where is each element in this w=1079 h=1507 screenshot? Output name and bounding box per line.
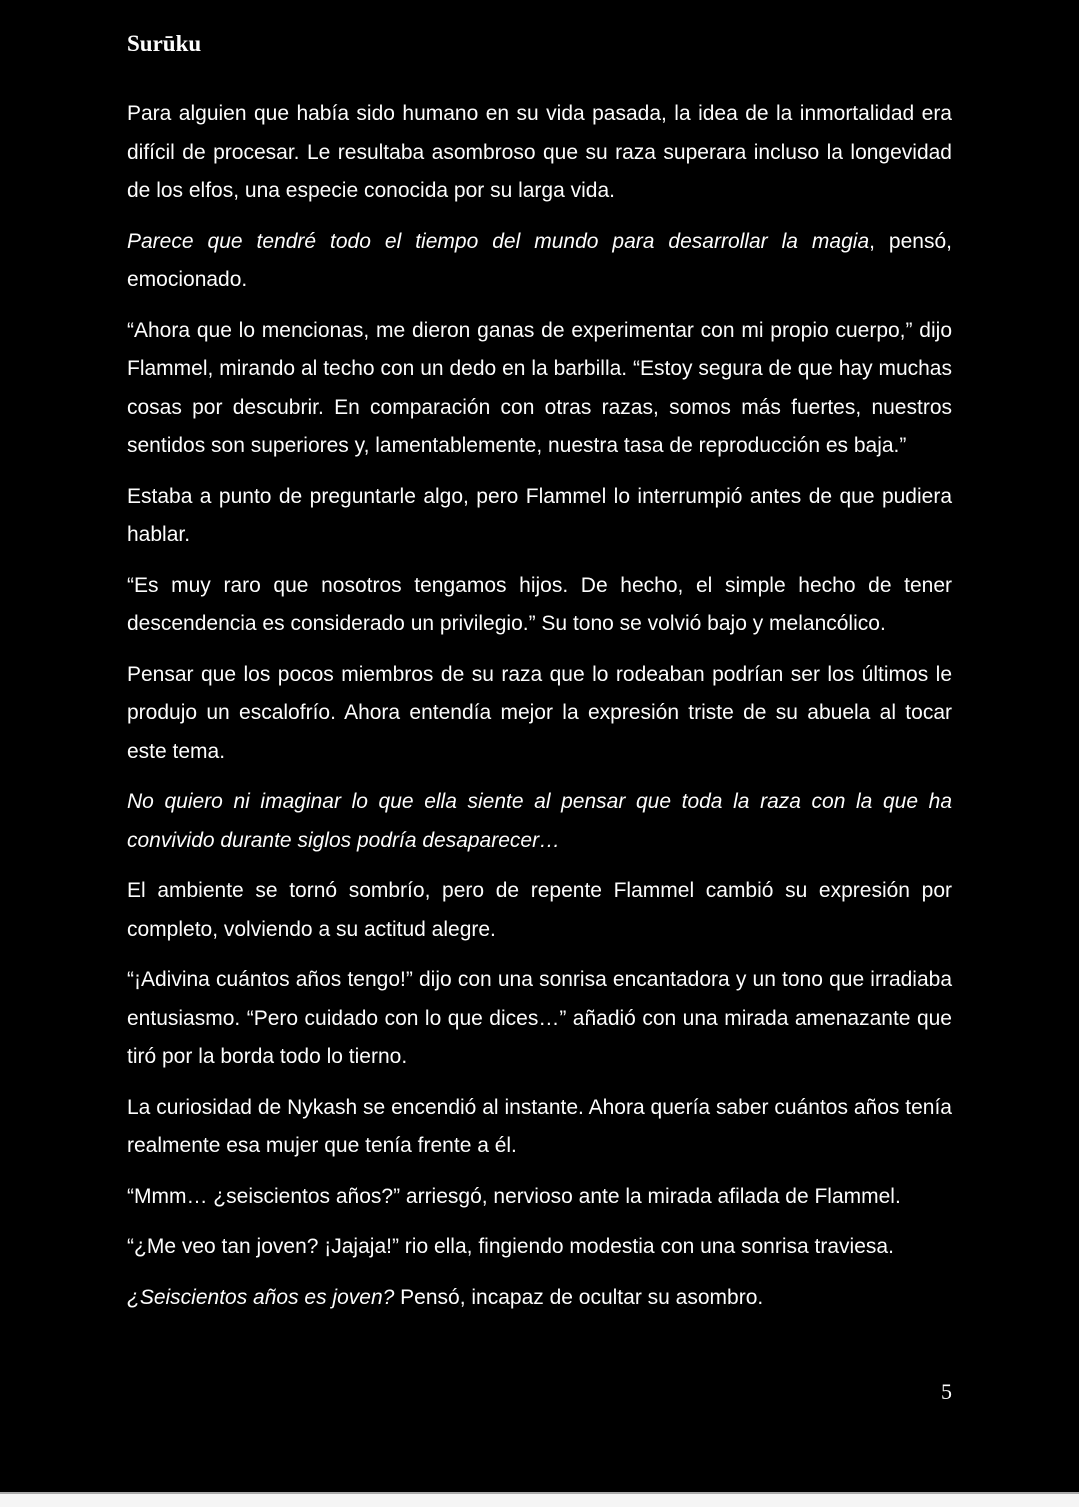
text-run: El ambiente se tornó sombrío, pero de repente Flammel cambió su expresión por completo, volviendo a su actitud alegre. xyxy=(127,879,952,941)
paragraph xyxy=(127,656,952,772)
paragraph xyxy=(127,1089,952,1166)
italic-text-run: No quiero ni imaginar lo que ella siente al pensar que toda la raza con la que ha convivido durante siglos podría desaparecer… xyxy=(127,790,952,852)
page-title: Surūku xyxy=(127,31,202,56)
italic-text-run: Parece que tendré todo el tiempo del mundo para desarrollar la magia xyxy=(127,229,870,253)
text-run: “Ahora que lo mencionas, me dieron ganas de experimentar con mi propio cuerpo,” dijo Flammel, mirando al techo con un dedo en la barbilla. “Estoy segura de que hay muchas cosas por descubrir. En comparación con otras razas, somos más fuertes, nuestros sentidos son superiores y, lamentablemente, nuestra tasa de reproducción es baja.” xyxy=(127,318,952,457)
text-run: “¿Me veo tan joven? ¡Jajaja!” rio ella, fingiendo modestia con una sonrisa traviesa. xyxy=(127,1235,894,1258)
text-run: “¡Adivina cuántos años tengo!” dijo con una sonrisa encantadora y un tono que irradiaba entusiasmo. “Pero cuidado con lo que dices…” añadió con una mirada amenazante que tiró por la borda todo lo tierno. xyxy=(127,968,952,1068)
paragraph xyxy=(127,1279,952,1318)
paragraph xyxy=(127,567,952,644)
paragraph xyxy=(127,961,952,1077)
page-number: 5 xyxy=(941,1379,952,1404)
text-run: Pensó, incapaz de ocultar su asombro. xyxy=(394,1285,764,1309)
viewer-background-strip xyxy=(0,1492,1079,1507)
text-run: “Es muy raro que nosotros tengamos hijos. De hecho, el simple hecho de tener descendencia es considerado un privilegio.” Su tono se volvió bajo y melancólico. xyxy=(127,573,952,635)
text-run: , pensó, emocionado. xyxy=(127,229,952,291)
paragraph xyxy=(127,312,952,466)
text-run: Estaba a punto de preguntarle algo, pero Flammel lo interrumpió antes de que pudiera hablar. xyxy=(127,484,952,546)
text-run: Pensar que los pocos miembros de su raza que lo rodeaban podrían ser los últimos le produjo un escalofrío. Ahora entendía mejor la expresión triste de su abuela al tocar este tema. xyxy=(127,662,952,763)
text-run: Para alguien que había sido humano en su vida pasada, la idea de la inmortalidad era difícil de procesar. Le resultaba asombroso que su raza superara incluso la longevidad de los elfos, una especie conocida por su larga vida. xyxy=(127,102,952,202)
text-run: La curiosidad de Nykash se encendió al instante. Ahora quería saber cuántos años tenía realmente esa mujer que tenía frente a él. xyxy=(127,1095,952,1157)
text-run: “Mmm… ¿seiscientos años?” arriesgó, nervioso ante la mirada afilada de Flammel. xyxy=(127,1184,901,1208)
paragraph xyxy=(127,95,952,211)
paragraph xyxy=(127,478,952,555)
paragraph xyxy=(127,872,952,949)
paragraph xyxy=(127,783,952,860)
paragraph xyxy=(127,1228,952,1267)
text-body xyxy=(127,95,952,1317)
paragraph xyxy=(127,1178,952,1217)
italic-text-run: ¿Seiscientos años es joven? xyxy=(127,1285,395,1309)
paragraph xyxy=(127,223,952,300)
